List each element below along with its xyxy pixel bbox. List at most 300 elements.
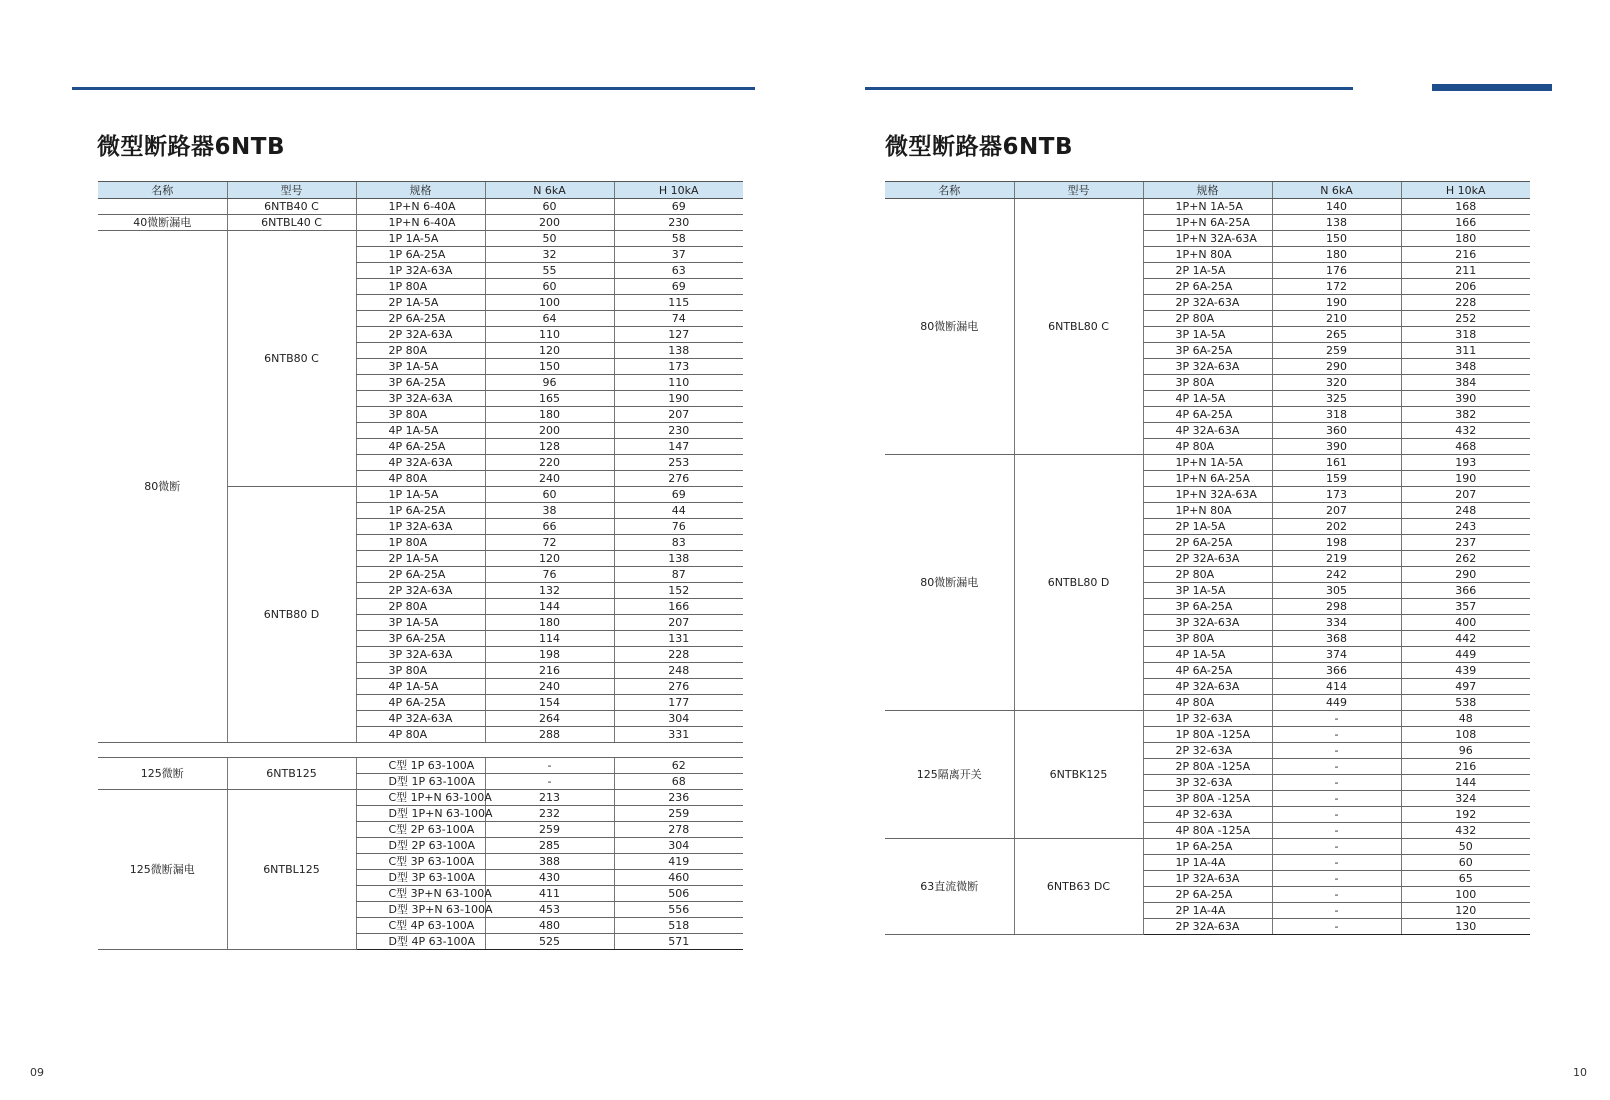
price-h-cell: 58 xyxy=(614,231,743,247)
price-h-cell: 290 xyxy=(1401,567,1530,583)
price-n-cell: 110 xyxy=(485,327,614,343)
price-n-cell: 285 xyxy=(485,838,614,854)
price-h-cell: 390 xyxy=(1401,391,1530,407)
spec-cell: 1P+N 80A xyxy=(1143,503,1272,519)
spec-cell: 1P+N 1A-5A xyxy=(1143,199,1272,215)
price-h-cell: 384 xyxy=(1401,375,1530,391)
price-n-cell: - xyxy=(1272,807,1401,823)
price-h-cell: 115 xyxy=(614,295,743,311)
price-n-cell: 232 xyxy=(485,806,614,822)
price-n-cell: - xyxy=(1272,791,1401,807)
price-h-cell: 211 xyxy=(1401,263,1530,279)
price-n-cell: 180 xyxy=(485,615,614,631)
price-h-cell: 237 xyxy=(1401,535,1530,551)
price-n-cell: - xyxy=(1272,855,1401,871)
model-number: 6NTB80 D xyxy=(227,487,356,743)
table-row xyxy=(885,839,1530,855)
price-n-cell: 374 xyxy=(1272,647,1401,663)
price-h-cell: 228 xyxy=(1401,295,1530,311)
spec-cell: C型 1P 63-100A xyxy=(356,758,485,774)
price-h-cell: 138 xyxy=(614,343,743,359)
model-number: 6NTBL80 D xyxy=(1014,455,1143,711)
spec-cell: 3P 32A-63A xyxy=(356,647,485,663)
spec-cell: 4P 32A-63A xyxy=(1143,423,1272,439)
price-n-cell: 388 xyxy=(485,854,614,870)
price-h-cell: 76 xyxy=(614,519,743,535)
price-h-cell: 276 xyxy=(614,679,743,695)
price-h-cell: 468 xyxy=(1401,439,1530,455)
price-h-cell: 366 xyxy=(1401,583,1530,599)
table-header-row xyxy=(98,182,743,199)
spec-cell: 1P+N 6A-25A xyxy=(1143,215,1272,231)
spec-cell: 3P 32-63A xyxy=(1143,775,1272,791)
spec-cell: 1P+N 1A-5A xyxy=(1143,455,1272,471)
price-n-cell: 165 xyxy=(485,391,614,407)
price-n-cell: 159 xyxy=(1272,471,1401,487)
column-header: N 6kA xyxy=(1272,182,1401,199)
price-h-cell: 127 xyxy=(614,327,743,343)
model-number: 6NTBL125 xyxy=(227,790,356,950)
page-number: 10 xyxy=(1573,1066,1587,1079)
table-header-row xyxy=(885,182,1530,199)
spec-cell: 2P 6A-25A xyxy=(1143,535,1272,551)
spec-cell: 1P+N 32A-63A xyxy=(1143,231,1272,247)
spec-cell: 1P 6A-25A xyxy=(356,247,485,263)
price-h-cell: 216 xyxy=(1401,759,1530,775)
spec-cell: 1P+N 6-40A xyxy=(356,215,485,231)
spec-cell: 2P 32A-63A xyxy=(356,583,485,599)
price-h-cell: 166 xyxy=(1401,215,1530,231)
spec-cell: 2P 80A xyxy=(1143,567,1272,583)
table-row xyxy=(885,199,1530,215)
price-h-cell: 207 xyxy=(614,615,743,631)
spacer-row xyxy=(98,743,743,758)
price-h-cell: 65 xyxy=(1401,871,1530,887)
spec-cell: D型 3P 63-100A xyxy=(356,870,485,886)
price-n-cell: 259 xyxy=(1272,343,1401,359)
spec-cell: 2P 32-63A xyxy=(1143,743,1272,759)
spec-cell: 4P 32A-63A xyxy=(1143,679,1272,695)
price-h-cell: 304 xyxy=(614,838,743,854)
spec-cell: C型 3P+N 63-100A xyxy=(356,886,485,902)
price-n-cell: 60 xyxy=(485,199,614,215)
spec-cell: 2P 1A-5A xyxy=(356,551,485,567)
spec-cell: 2P 6A-25A xyxy=(1143,279,1272,295)
spec-cell: 1P+N 6-40A xyxy=(356,199,485,215)
price-n-cell: 220 xyxy=(485,455,614,471)
spec-cell: 1P 1A-5A xyxy=(356,231,485,247)
price-n-cell: 240 xyxy=(485,679,614,695)
price-n-cell: - xyxy=(1272,775,1401,791)
price-h-cell: 83 xyxy=(614,535,743,551)
price-n-cell: 64 xyxy=(485,311,614,327)
price-h-cell: 419 xyxy=(614,854,743,870)
spec-cell: 1P+N 80A xyxy=(1143,247,1272,263)
price-h-cell: 324 xyxy=(1401,791,1530,807)
price-h-cell: 68 xyxy=(614,774,743,790)
price-h-cell: 348 xyxy=(1401,359,1530,375)
right-page xyxy=(805,0,1610,1100)
price-n-cell: 366 xyxy=(1272,663,1401,679)
spec-cell: 3P 80A -125A xyxy=(1143,791,1272,807)
price-h-cell: 253 xyxy=(614,455,743,471)
price-h-cell: 96 xyxy=(1401,743,1530,759)
price-h-cell: 207 xyxy=(614,407,743,423)
spec-cell: 2P 80A xyxy=(356,599,485,615)
model-number: 6NTB63 DC xyxy=(1014,839,1143,935)
spec-cell: 4P 32-63A xyxy=(1143,807,1272,823)
spec-cell: 4P 32A-63A xyxy=(356,711,485,727)
price-n-cell: 32 xyxy=(485,247,614,263)
price-n-cell: - xyxy=(1272,871,1401,887)
price-h-cell: 74 xyxy=(614,311,743,327)
price-table xyxy=(885,181,1530,935)
column-header: 型号 xyxy=(227,182,356,199)
price-n-cell: 173 xyxy=(1272,487,1401,503)
spec-cell: 3P 32A-63A xyxy=(356,391,485,407)
spec-cell: 3P 1A-5A xyxy=(1143,583,1272,599)
price-h-cell: 87 xyxy=(614,567,743,583)
price-h-cell: 63 xyxy=(614,263,743,279)
column-header: 规格 xyxy=(356,182,485,199)
price-n-cell: 207 xyxy=(1272,503,1401,519)
price-h-cell: 432 xyxy=(1401,423,1530,439)
header-rule xyxy=(865,87,1353,90)
price-n-cell: 198 xyxy=(1272,535,1401,551)
spec-cell: 4P 80A xyxy=(1143,439,1272,455)
price-n-cell: 290 xyxy=(1272,359,1401,375)
price-n-cell: - xyxy=(1272,759,1401,775)
price-n-cell: - xyxy=(1272,839,1401,855)
price-n-cell: 265 xyxy=(1272,327,1401,343)
price-n-cell: 150 xyxy=(1272,231,1401,247)
price-n-cell: 216 xyxy=(485,663,614,679)
price-n-cell: 198 xyxy=(485,647,614,663)
price-h-cell: 190 xyxy=(1401,471,1530,487)
price-n-cell: 55 xyxy=(485,263,614,279)
category-name: 40微断漏电 xyxy=(98,215,227,231)
price-n-cell: 449 xyxy=(1272,695,1401,711)
price-n-cell: 150 xyxy=(485,359,614,375)
header-rule-accent xyxy=(1432,84,1552,91)
price-h-cell: 177 xyxy=(614,695,743,711)
price-h-cell: 230 xyxy=(614,423,743,439)
spec-cell: 3P 1A-5A xyxy=(1143,327,1272,343)
price-h-cell: 382 xyxy=(1401,407,1530,423)
price-h-cell: 166 xyxy=(614,599,743,615)
spec-cell: 3P 80A xyxy=(356,663,485,679)
price-h-cell: 207 xyxy=(1401,487,1530,503)
spec-cell: 3P 1A-5A xyxy=(356,359,485,375)
price-h-cell: 173 xyxy=(614,359,743,375)
spec-cell: 2P 32A-63A xyxy=(1143,551,1272,567)
price-h-cell: 193 xyxy=(1401,455,1530,471)
price-n-cell: 128 xyxy=(485,439,614,455)
price-n-cell: 259 xyxy=(485,822,614,838)
spec-cell: D型 3P+N 63-100A xyxy=(356,902,485,918)
spec-cell: 2P 1A-5A xyxy=(356,295,485,311)
spec-cell: 1P+N 6A-25A xyxy=(1143,471,1272,487)
price-n-cell: 60 xyxy=(485,279,614,295)
price-n-cell: 66 xyxy=(485,519,614,535)
price-n-cell: 176 xyxy=(1272,263,1401,279)
price-h-cell: 100 xyxy=(1401,887,1530,903)
spec-cell: C型 4P 63-100A xyxy=(356,918,485,934)
spec-cell: 1P 32A-63A xyxy=(356,263,485,279)
spec-cell: 2P 32A-63A xyxy=(1143,919,1272,935)
price-h-cell: 147 xyxy=(614,439,743,455)
spec-cell: D型 4P 63-100A xyxy=(356,934,485,950)
price-h-cell: 276 xyxy=(614,471,743,487)
column-header: 名称 xyxy=(885,182,1014,199)
price-n-cell: 411 xyxy=(485,886,614,902)
category-name: 125隔离开关 xyxy=(885,711,1014,839)
price-h-cell: 48 xyxy=(1401,711,1530,727)
spec-cell: 1P 6A-25A xyxy=(1143,839,1272,855)
price-h-cell: 460 xyxy=(614,870,743,886)
price-n-cell: 202 xyxy=(1272,519,1401,535)
price-table xyxy=(98,181,743,950)
price-n-cell: 180 xyxy=(485,407,614,423)
price-h-cell: 108 xyxy=(1401,727,1530,743)
price-n-cell: 264 xyxy=(485,711,614,727)
price-n-cell: 390 xyxy=(1272,439,1401,455)
price-h-cell: 318 xyxy=(1401,327,1530,343)
price-h-cell: 331 xyxy=(614,727,743,743)
price-n-cell: 430 xyxy=(485,870,614,886)
spec-cell: 1P 32A-63A xyxy=(1143,871,1272,887)
price-n-cell: 480 xyxy=(485,918,614,934)
price-n-cell: 50 xyxy=(485,231,614,247)
spec-cell: 3P 32A-63A xyxy=(1143,615,1272,631)
price-n-cell: 242 xyxy=(1272,567,1401,583)
spec-cell: D型 1P 63-100A xyxy=(356,774,485,790)
spec-cell: 4P 6A-25A xyxy=(356,439,485,455)
price-h-cell: 400 xyxy=(1401,615,1530,631)
price-h-cell: 262 xyxy=(1401,551,1530,567)
price-n-cell: - xyxy=(1272,823,1401,839)
price-h-cell: 357 xyxy=(1401,599,1530,615)
price-n-cell: 320 xyxy=(1272,375,1401,391)
price-h-cell: 432 xyxy=(1401,823,1530,839)
price-n-cell: 140 xyxy=(1272,199,1401,215)
price-h-cell: 110 xyxy=(614,375,743,391)
spec-cell: 1P 80A xyxy=(356,535,485,551)
column-header: 规格 xyxy=(1143,182,1272,199)
price-h-cell: 190 xyxy=(614,391,743,407)
price-n-cell: - xyxy=(485,758,614,774)
price-h-cell: 304 xyxy=(614,711,743,727)
spec-cell: 4P 32A-63A xyxy=(356,455,485,471)
spec-cell: 2P 1A-5A xyxy=(1143,263,1272,279)
spec-cell: 3P 1A-5A xyxy=(356,615,485,631)
spec-cell: 4P 80A -125A xyxy=(1143,823,1272,839)
price-h-cell: 37 xyxy=(614,247,743,263)
category-name xyxy=(98,199,227,215)
spec-cell: 2P 80A xyxy=(356,343,485,359)
page-title: 微型断路器6NTB xyxy=(97,134,285,160)
spec-cell: 1P 32-63A xyxy=(1143,711,1272,727)
spec-cell: 4P 80A xyxy=(1143,695,1272,711)
spec-cell: D型 1P+N 63-100A xyxy=(356,806,485,822)
spec-cell: 3P 80A xyxy=(1143,375,1272,391)
column-header: H 10kA xyxy=(1401,182,1530,199)
spec-cell: 2P 6A-25A xyxy=(1143,887,1272,903)
price-n-cell: 453 xyxy=(485,902,614,918)
price-h-cell: 144 xyxy=(1401,775,1530,791)
price-n-cell: - xyxy=(1272,887,1401,903)
price-h-cell: 449 xyxy=(1401,647,1530,663)
category-name: 80微断 xyxy=(98,231,227,743)
model-number: 6NTBL40 C xyxy=(227,215,356,231)
spec-cell: 4P 80A xyxy=(356,727,485,743)
price-n-cell: 414 xyxy=(1272,679,1401,695)
price-h-cell: 69 xyxy=(614,487,743,503)
spec-cell: 1P 32A-63A xyxy=(356,519,485,535)
table-row xyxy=(98,199,743,215)
spec-cell: 4P 80A xyxy=(356,471,485,487)
price-n-cell: 360 xyxy=(1272,423,1401,439)
spec-cell: 1P 1A-4A xyxy=(1143,855,1272,871)
price-n-cell: 120 xyxy=(485,343,614,359)
price-h-cell: 138 xyxy=(614,551,743,567)
price-h-cell: 69 xyxy=(614,199,743,215)
table-row xyxy=(98,231,743,247)
price-h-cell: 44 xyxy=(614,503,743,519)
price-h-cell: 497 xyxy=(1401,679,1530,695)
category-name: 80微断漏电 xyxy=(885,199,1014,455)
price-h-cell: 538 xyxy=(1401,695,1530,711)
price-n-cell: 114 xyxy=(485,631,614,647)
price-n-cell: 60 xyxy=(485,487,614,503)
column-header: 名称 xyxy=(98,182,227,199)
spec-cell: 2P 32A-63A xyxy=(1143,295,1272,311)
price-h-cell: 439 xyxy=(1401,663,1530,679)
price-h-cell: 192 xyxy=(1401,807,1530,823)
price-h-cell: 130 xyxy=(1401,919,1530,935)
price-n-cell: 368 xyxy=(1272,631,1401,647)
price-n-cell: 325 xyxy=(1272,391,1401,407)
price-n-cell: 154 xyxy=(485,695,614,711)
spec-cell: 2P 32A-63A xyxy=(356,327,485,343)
price-h-cell: 62 xyxy=(614,758,743,774)
table-row xyxy=(885,711,1530,727)
spec-cell: 2P 1A-5A xyxy=(1143,519,1272,535)
price-h-cell: 556 xyxy=(614,902,743,918)
spec-cell: 4P 1A-5A xyxy=(1143,647,1272,663)
spec-cell: 3P 32A-63A xyxy=(1143,359,1272,375)
spec-cell: 1P+N 32A-63A xyxy=(1143,487,1272,503)
category-name: 125微断漏电 xyxy=(98,790,227,950)
spec-cell: 4P 1A-5A xyxy=(356,679,485,695)
price-h-cell: 236 xyxy=(614,790,743,806)
price-n-cell: 219 xyxy=(1272,551,1401,567)
price-h-cell: 180 xyxy=(1401,231,1530,247)
price-n-cell: 525 xyxy=(485,934,614,950)
price-n-cell: 213 xyxy=(485,790,614,806)
price-h-cell: 518 xyxy=(614,918,743,934)
spec-cell: 3P 6A-25A xyxy=(1143,599,1272,615)
spec-cell: 1P 6A-25A xyxy=(356,503,485,519)
price-n-cell: 334 xyxy=(1272,615,1401,631)
price-h-cell: 278 xyxy=(614,822,743,838)
model-number: 6NTB40 C xyxy=(227,199,356,215)
spec-cell: 3P 80A xyxy=(356,407,485,423)
price-h-cell: 248 xyxy=(614,663,743,679)
price-h-cell: 168 xyxy=(1401,199,1530,215)
page-number: 09 xyxy=(30,1066,44,1079)
price-n-cell: 38 xyxy=(485,503,614,519)
price-h-cell: 131 xyxy=(614,631,743,647)
spec-cell: 3P 6A-25A xyxy=(1143,343,1272,359)
price-h-cell: 120 xyxy=(1401,903,1530,919)
spec-cell: 2P 1A-4A xyxy=(1143,903,1272,919)
price-n-cell: 318 xyxy=(1272,407,1401,423)
spec-cell: 1P 80A xyxy=(356,279,485,295)
price-h-cell: 243 xyxy=(1401,519,1530,535)
price-n-cell: 200 xyxy=(485,423,614,439)
price-n-cell: - xyxy=(1272,711,1401,727)
spec-cell: 3P 6A-25A xyxy=(356,631,485,647)
table-row xyxy=(98,758,743,774)
category-name: 63直流微断 xyxy=(885,839,1014,935)
spec-cell: 4P 6A-25A xyxy=(1143,663,1272,679)
spec-cell: 2P 6A-25A xyxy=(356,567,485,583)
spec-cell: 4P 1A-5A xyxy=(1143,391,1272,407)
price-n-cell: 200 xyxy=(485,215,614,231)
spec-cell: 2P 80A xyxy=(1143,311,1272,327)
price-n-cell: 120 xyxy=(485,551,614,567)
table-row xyxy=(98,215,743,231)
price-h-cell: 152 xyxy=(614,583,743,599)
price-n-cell: 288 xyxy=(485,727,614,743)
column-header: N 6kA xyxy=(485,182,614,199)
price-h-cell: 248 xyxy=(1401,503,1530,519)
column-header: H 10kA xyxy=(614,182,743,199)
price-h-cell: 252 xyxy=(1401,311,1530,327)
price-h-cell: 311 xyxy=(1401,343,1530,359)
model-number: 6NTBL80 C xyxy=(1014,199,1143,455)
price-n-cell: - xyxy=(1272,903,1401,919)
price-n-cell: 210 xyxy=(1272,311,1401,327)
spec-cell: 1P 80A -125A xyxy=(1143,727,1272,743)
model-number: 6NTB125 xyxy=(227,758,356,790)
price-h-cell: 228 xyxy=(614,647,743,663)
table-row xyxy=(885,455,1530,471)
price-h-cell: 50 xyxy=(1401,839,1530,855)
category-name: 80微断漏电 xyxy=(885,455,1014,711)
price-n-cell: - xyxy=(1272,727,1401,743)
price-h-cell: 60 xyxy=(1401,855,1530,871)
price-n-cell: - xyxy=(1272,743,1401,759)
price-n-cell: 138 xyxy=(1272,215,1401,231)
price-h-cell: 216 xyxy=(1401,247,1530,263)
spec-cell: 3P 6A-25A xyxy=(356,375,485,391)
price-h-cell: 206 xyxy=(1401,279,1530,295)
price-h-cell: 506 xyxy=(614,886,743,902)
table-row xyxy=(98,790,743,806)
spec-cell: 2P 6A-25A xyxy=(356,311,485,327)
price-n-cell: 72 xyxy=(485,535,614,551)
price-n-cell: 240 xyxy=(485,471,614,487)
price-n-cell: 132 xyxy=(485,583,614,599)
price-n-cell: - xyxy=(485,774,614,790)
price-n-cell: - xyxy=(1272,919,1401,935)
price-n-cell: 161 xyxy=(1272,455,1401,471)
price-n-cell: 172 xyxy=(1272,279,1401,295)
spec-cell: 1P 1A-5A xyxy=(356,487,485,503)
page-title: 微型断路器6NTB xyxy=(885,134,1073,160)
